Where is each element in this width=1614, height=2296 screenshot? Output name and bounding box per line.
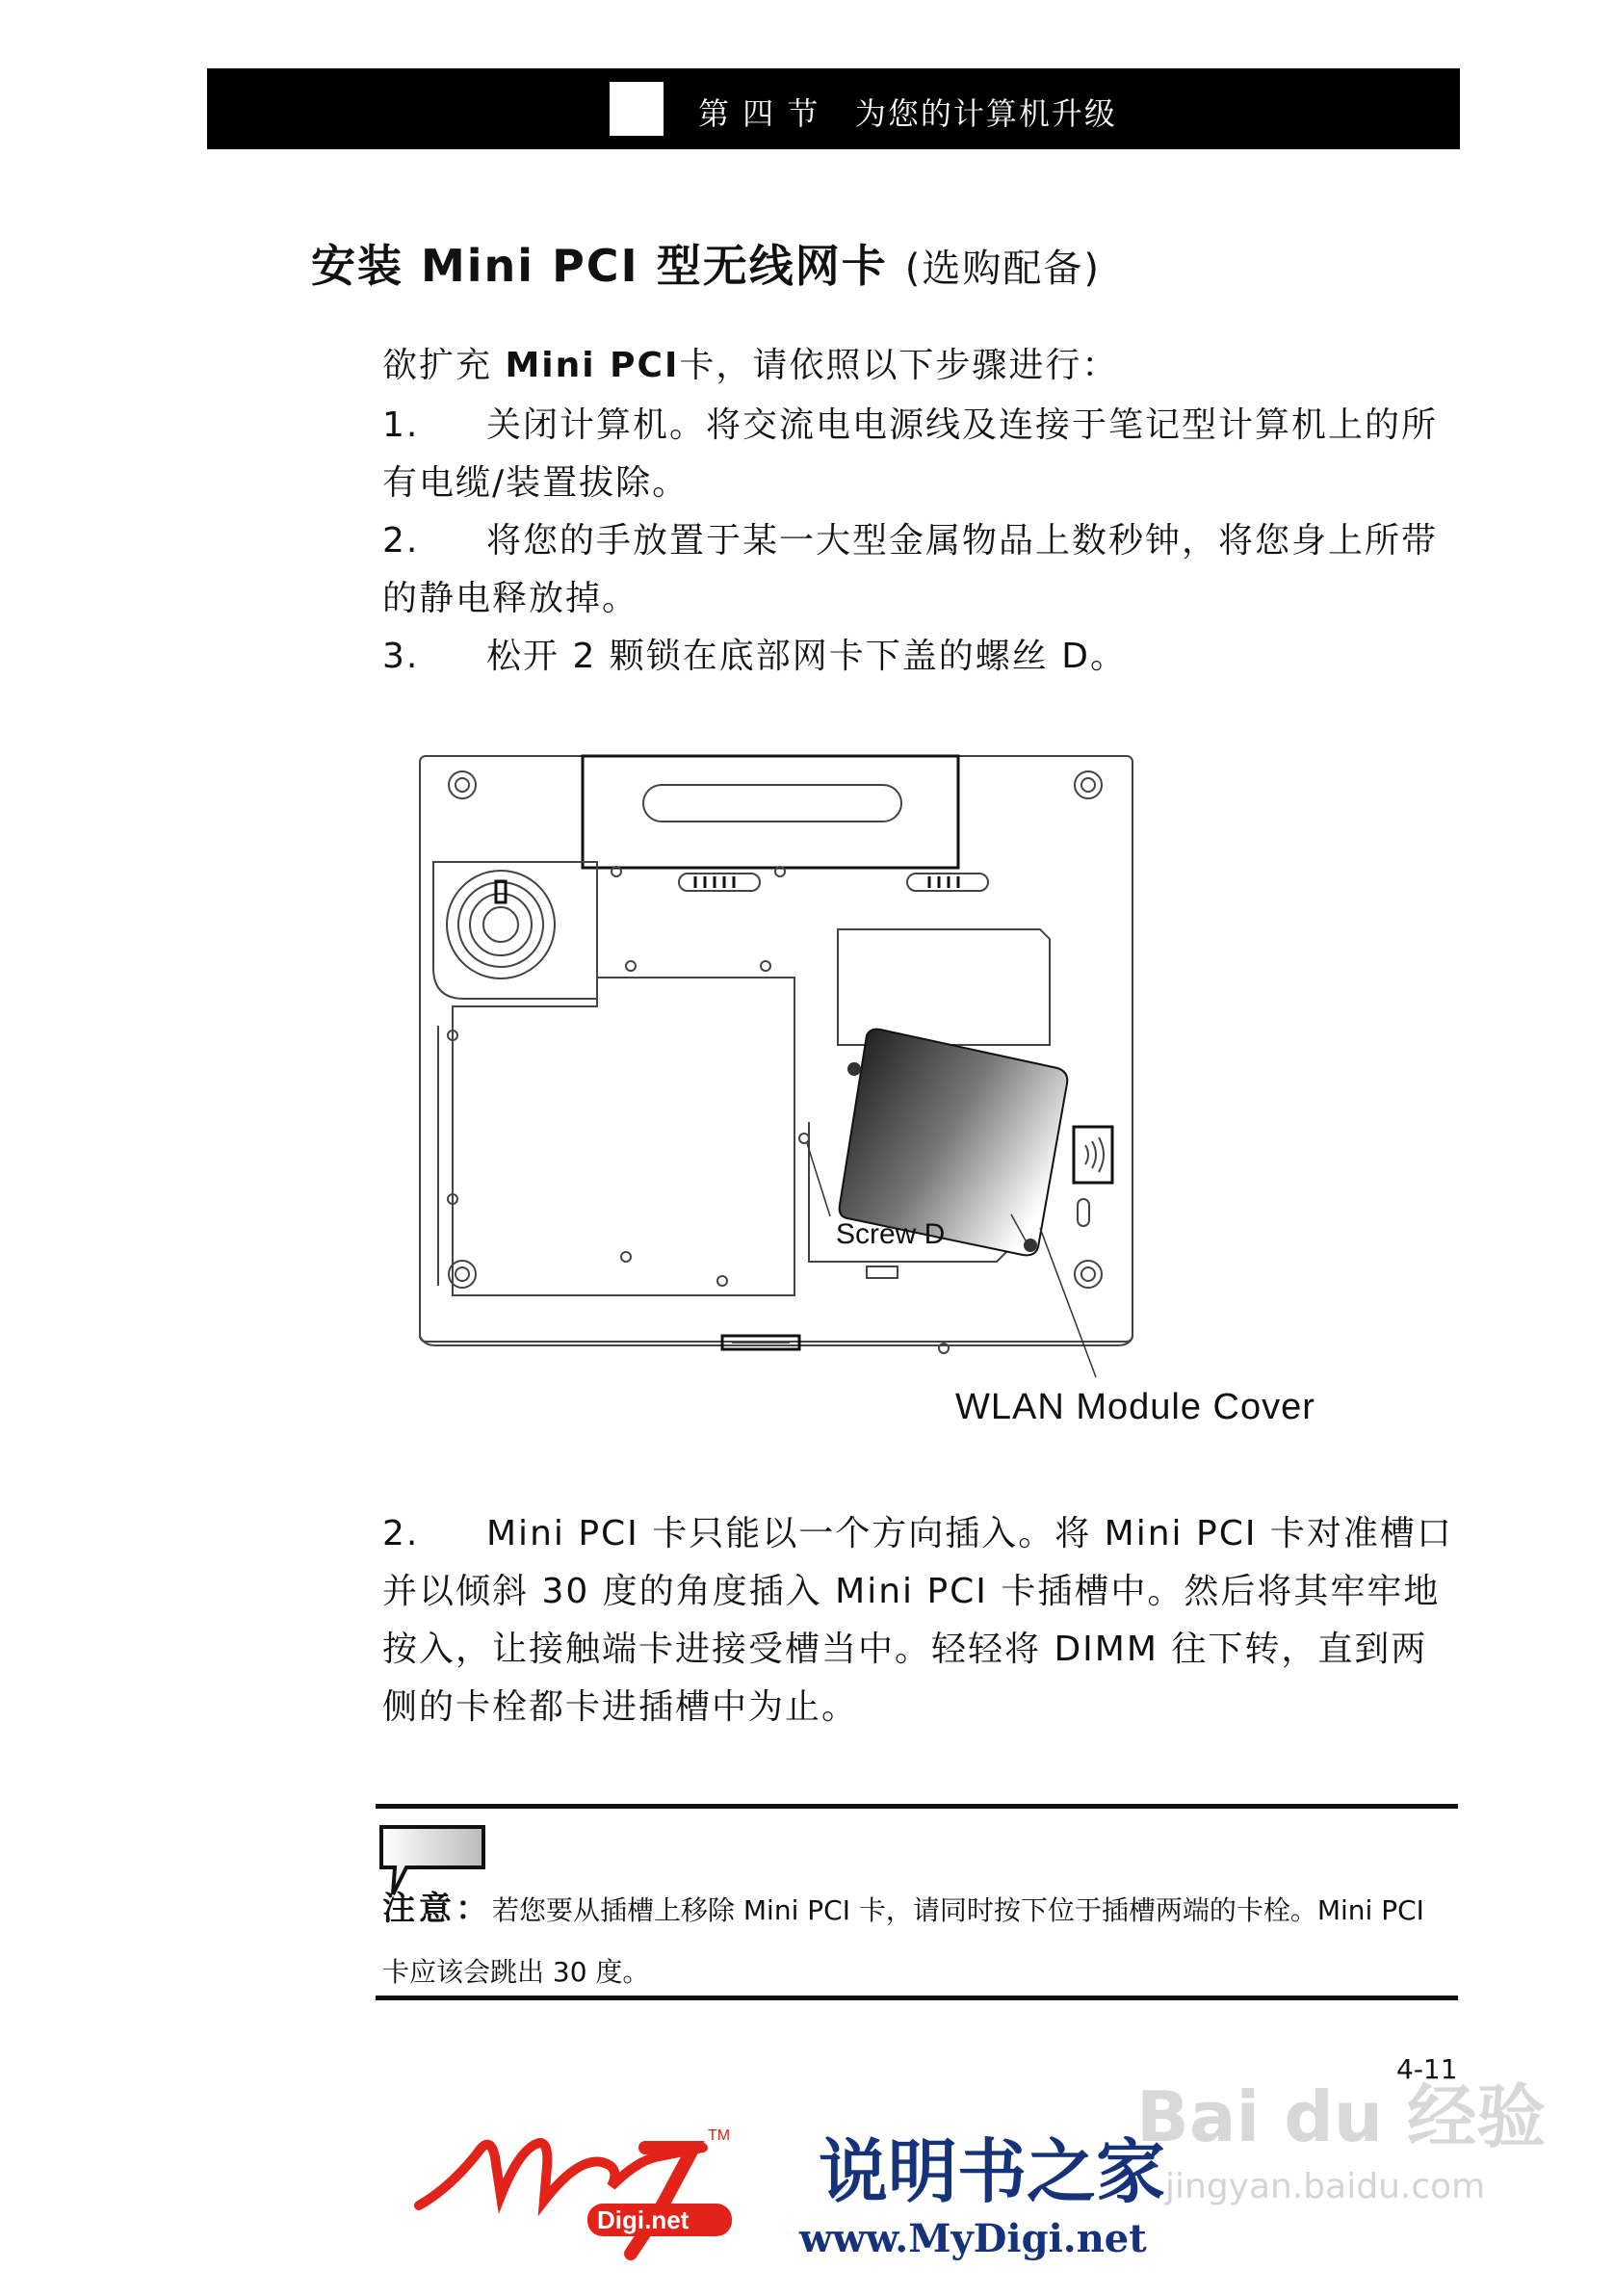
title-paren: (选购配备)	[904, 247, 1101, 291]
mydigi-logo	[414, 2119, 1614, 2292]
battery-compartment	[583, 756, 958, 868]
step-insert-card	[382, 1505, 1456, 1736]
note-top-rule	[376, 1804, 1458, 1809]
intro-paragraph	[382, 337, 1456, 395]
step-number: 3.	[382, 637, 420, 676]
section-title	[311, 231, 1101, 295]
site-url: www.MyDigi.net	[799, 2216, 1147, 2261]
intro-suffix: 卡，请依照以下步骤进行：	[679, 346, 1119, 385]
header-section-label: 第 四 节 为您的计算机升级	[698, 95, 1117, 132]
step-2	[382, 512, 1456, 628]
footer-logo	[414, 2119, 1614, 2292]
title-suffix: 型无线网卡	[656, 240, 888, 292]
step-number: 1.	[382, 405, 420, 445]
step-number: 2.	[382, 1514, 420, 1553]
screw-d-top	[847, 1062, 861, 1076]
tm-mark: TM	[708, 2127, 731, 2144]
section-header-bar	[207, 68, 1460, 149]
note-label: 注意：	[382, 1890, 492, 1928]
note-body: 若您要从插槽上移除 Mini PCI 卡，请同时按下位于插槽两端的卡栓。Mini PCI 卡应该会跳出 30 度。	[382, 1894, 1424, 1988]
digi-tag-text: Digi.net	[597, 2205, 690, 2234]
intro-prefix: 欲扩充	[382, 346, 493, 385]
wlan-cover-label: WLAN Module Cover	[955, 1387, 1315, 1427]
intro-bold: Mini PCI	[505, 346, 680, 385]
step-text: 关闭计算机。将交流电电源线及连接于笔记型计算机上的所有电缆/装置拔除。	[382, 405, 1439, 503]
baidu-watermark-url: jingyan.baidu.com	[1165, 2167, 1486, 2206]
title-prefix: 安装	[311, 240, 404, 292]
baidu-watermark: Bai du 经验	[1136, 2076, 1547, 2157]
title-bold: Mini PCI	[421, 240, 639, 292]
laptop-bottom-diagram	[414, 746, 1348, 1440]
step-text: 松开 2 颗锁在底部网卡下盖的螺丝 D。	[486, 637, 1127, 676]
note-paragraph	[382, 1878, 1456, 2003]
step-number: 2.	[382, 521, 420, 561]
header-square-icon	[610, 82, 664, 136]
step-1	[382, 397, 1456, 512]
site-title: 说明书之家	[819, 2131, 1166, 2212]
step-3	[382, 628, 1456, 686]
step-text: 将您的手放置于某一大型金属物品上数秒钟，将您身上所带的静电释放掉。	[382, 521, 1439, 618]
step-text: Mini PCI 卡只能以一个方向插入。将 Mini PCI 卡对准槽口并以倾斜 30 度的角度插入 Mini PCI 卡插槽中。然后将其牢牢地按入，让接触端卡进接受槽当中。轻轻将 DIMM 往下转，直到两侧的卡栓都卡进插槽中为止。	[382, 1514, 1453, 1727]
screw-d-label: Screw D	[836, 1218, 946, 1250]
note-bottom-rule	[376, 1996, 1458, 2000]
page-number: 4-11	[1396, 2053, 1458, 2085]
laptop-bottom-illustration	[414, 746, 1348, 1440]
